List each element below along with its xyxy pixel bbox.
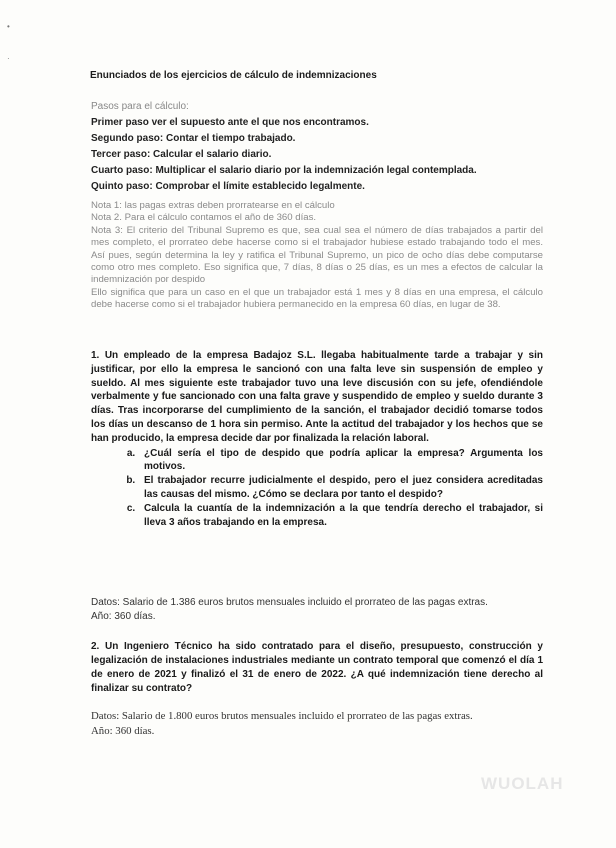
note-1: Nota 1: las pagas extras deben prorratearse en el cálculo — [91, 200, 335, 211]
step-3: Tercer paso: Calcular el salario diario. — [91, 149, 272, 160]
step-4: Cuarto paso: Multiplicar el salario diario por la indemnización legal contemplada. — [91, 165, 477, 176]
note-2: Nota 2. Para el cálculo contamos el año de 360 días. — [91, 212, 317, 224]
margin-mark-icon: · — [7, 54, 10, 63]
notes-section — [91, 200, 543, 312]
exercise-1-data — [91, 596, 551, 624]
question-a: a. ¿Cuál sería el tipo de despido que podría aplicar la empresa? Argumenta los motivos. — [138, 447, 543, 475]
note-3-example: Ello significa que para un caso en el que un trabajador está 1 mes y 8 días en una empresa, el cálculo debe hacerse como si el trabajador hubiera permanecido en la empresa 60 días, en lugar de 38. — [91, 286, 543, 311]
question-b: b. El trabajador recurre judicialmente el despido, pero el juez considera acreditadas las causas del mismo. ¿Cómo se declara por tanto el despido? — [138, 474, 543, 502]
document-title: Enunciados de los ejercicios de cálculo de indemnizaciones — [90, 70, 377, 81]
exercise-2-statement: 2. Un Ingeniero Técnico ha sido contratado para el diseño, presupuesto, construcción y legalización de instalaciones industriales mediante un contrato temporal que comenzó el día 1 de enero de 2021 y finalizó el 31 de enero de 2022. ¿A qué indemnización tiene derecho al finalizar su contrato? — [91, 641, 543, 694]
exercise-1-questions — [91, 447, 543, 530]
exercise-2 — [91, 640, 543, 696]
question-c: c. Calcula la cuantía de la indemnización a la que tendría derecho el trabajador, si lleva 3 años trabajando en la empresa. — [138, 502, 543, 530]
exercise-2-data — [91, 709, 561, 739]
note-3: Nota 3: El criterio del Tribunal Supremo es que, sea cual sea el número de días trabajados a partir del mes completo, el prorrateo debe hacerse como si el trabajador hubiese estado trabajando todo el mes. Así pues, según determina la ley y ratifica el Tribunal Supremo, un pico de ocho días debe computarse como otro mes completo. Eso significa que, 7 días, 8 días o 25 días, es un mes a efectos de calcular la indemnización por despido — [91, 224, 543, 286]
watermark-logo: WUOLAH — [481, 774, 564, 793]
step-2: Segundo paso: Contar el tiempo trabajado. — [91, 133, 296, 144]
step-1: Primer paso ver el supuesto ante el que nos encontramos. — [91, 117, 369, 128]
steps-intro: Pasos para el cálculo: — [91, 101, 189, 112]
margin-mark-icon: • — [7, 22, 10, 31]
exercise-1-salary: Datos: Salario de 1.386 euros brutos mensuales incluido el prorrateo de las pagas extras. — [91, 597, 488, 608]
exercise-2-year: Año: 360 días. — [91, 725, 155, 737]
exercise-1 — [91, 349, 543, 529]
exercise-1-statement: 1. Un empleado de la empresa Badajoz S.L. llegaba habitualmente tarde a trabajar y sin justificar, por ello la empresa le sancionó con una falta leve sin suspensión de empleo y sueldo. Al mes siguiente este trabajador tuvo una leve discusión con su jefe, ofendiéndole verbalmente y fue sancionado con una falta grave y suspendido de empleo y sueldo durante 3 días. Tras incorporarse del cumplimiento de la sanción, el trabajador decidió tomarse todos los días un descanso de 1 hora sin permiso. Ante la actitud del trabajador y los hechos que se han producido, la empresa decide dar por finalizada la relación laboral. — [91, 350, 543, 444]
exercise-2-salary: Datos: Salario de 1.800 euros brutos mensuales incluido el prorrateo de las pagas extras. — [91, 710, 473, 722]
step-5: Quinto paso: Comprobar el límite establecido legalmente. — [91, 181, 365, 192]
exercise-1-year: Año: 360 días. — [91, 611, 156, 622]
calculation-steps — [91, 99, 541, 195]
